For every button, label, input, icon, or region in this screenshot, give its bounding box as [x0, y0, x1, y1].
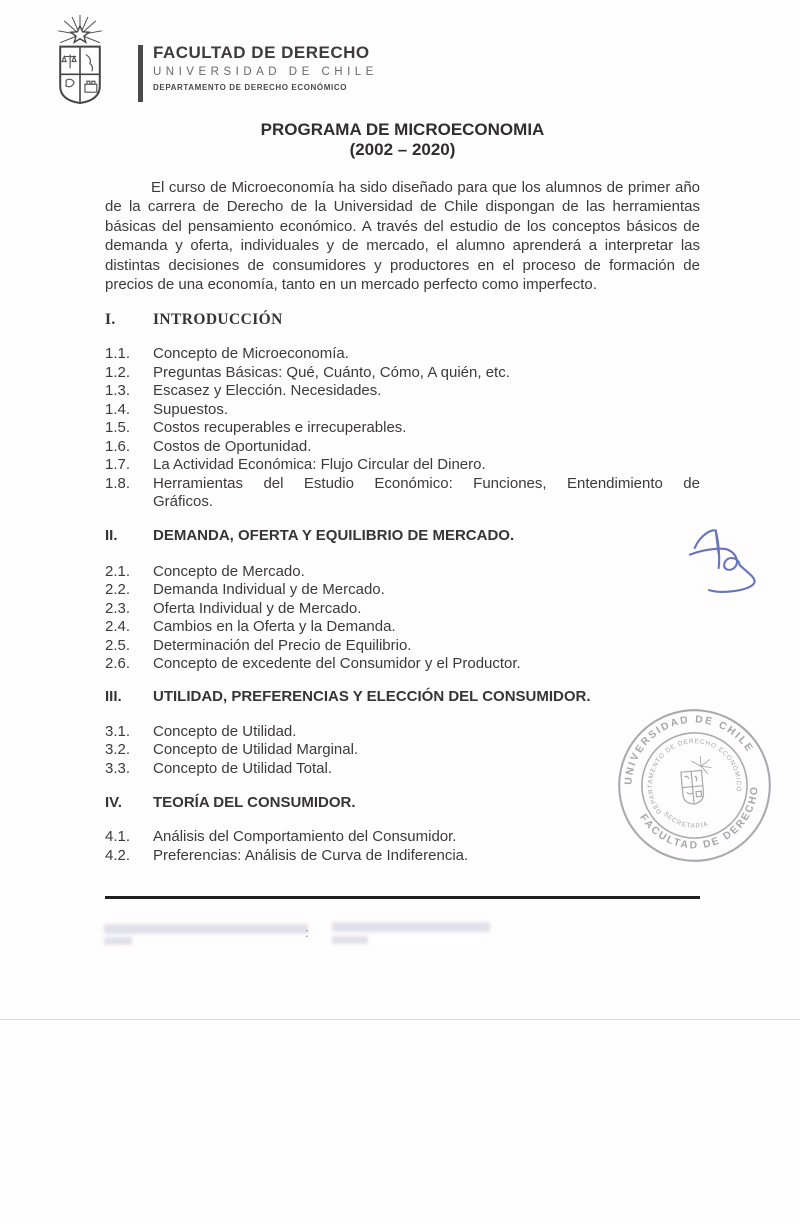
item-text: Costos de Oportunidad.	[153, 437, 312, 455]
item-text: Análisis del Comportamiento del Consumidor.	[153, 828, 457, 846]
list-item	[105, 847, 700, 866]
stamp-text-secretaria: SECRETARIA	[662, 810, 710, 830]
section-4-items	[105, 828, 700, 865]
section-1-items	[105, 345, 700, 512]
list-item	[105, 419, 700, 438]
item-number: 2.3.	[105, 599, 131, 617]
svg-text:SECRETARIA	[661, 801, 709, 838]
letterhead-divider	[138, 45, 143, 102]
stamp-text-department: DEPARTAMENTO DE DERECHO ECONÓMICO	[647, 738, 742, 816]
stamp-center-crest	[680, 755, 715, 805]
item-text-line2: Gráficos.	[153, 493, 214, 511]
footer-illegible-line	[332, 936, 368, 944]
item-number: 1.8.	[105, 474, 131, 492]
item-number: 2.2.	[105, 581, 131, 599]
footer-rule	[105, 896, 700, 899]
item-text: Preguntas Básicas: Qué, Cuánto, Cómo, A quién, etc.	[153, 363, 510, 381]
stamp-text-faculty: FACULTAD DE DERECHO	[637, 784, 761, 852]
item-number: 2.1.	[105, 562, 131, 580]
list-item	[105, 600, 700, 619]
list-item	[105, 618, 700, 637]
title-line2: (2002 – 2020)	[349, 140, 456, 159]
item-number: 2.4.	[105, 618, 131, 636]
stamp-text-university: UNIVERSIDAD DE CHILE	[623, 714, 756, 786]
item-number: 1.2.	[105, 363, 131, 381]
university-crest-logo	[30, 13, 130, 107]
item-number: 1.3.	[105, 382, 131, 400]
list-item	[105, 345, 700, 364]
item-text: Supuestos.	[153, 400, 229, 418]
item-number: 2.6.	[105, 655, 131, 673]
official-stamp	[612, 703, 777, 868]
item-number: 1.4.	[105, 400, 131, 418]
list-item	[105, 401, 700, 420]
item-text: Costos recuperables e irrecuperables.	[153, 419, 407, 437]
section-numeral: IV.	[105, 794, 122, 812]
section-title: DEMANDA, OFERTA Y EQUILIBRIO DE MERCADO.	[153, 526, 515, 544]
item-text-line1: Herramientas del Estudio Económico: Funciones, Entendimiento de	[153, 474, 700, 492]
letterhead-department: DEPARTAMENTO DE DERECHO ECONÓMICO	[153, 83, 348, 92]
item-number: 1.6.	[105, 437, 131, 455]
section-heading-1	[105, 310, 700, 329]
list-item	[105, 828, 700, 847]
section-heading-3	[105, 687, 700, 706]
list-item	[105, 741, 700, 760]
list-item	[105, 475, 700, 512]
item-number: 4.2.	[105, 846, 131, 864]
item-text: Determinación del Precio de Equilibrio.	[153, 636, 412, 654]
scan-page-edge	[0, 1019, 800, 1020]
list-item	[105, 364, 700, 383]
section-heading-4	[105, 793, 700, 812]
footer-colon: :	[305, 925, 309, 940]
section-title: TEORÍA DEL CONSUMIDOR.	[153, 794, 356, 812]
item-number: 3.3.	[105, 759, 131, 777]
section-numeral: II.	[105, 526, 118, 544]
list-item	[105, 655, 700, 674]
footer-illegible-line	[104, 924, 308, 934]
item-text: La Actividad Económica: Flujo Circular del Dinero.	[153, 456, 486, 474]
list-item	[105, 563, 700, 582]
section-title: UTILIDAD, PREFERENCIAS Y ELECCIÓN DEL CONSUMIDOR.	[153, 687, 591, 705]
document-body	[105, 106, 700, 899]
item-text: Oferta Individual y de Mercado.	[153, 599, 362, 617]
footer-illegible-line	[332, 922, 490, 932]
list-item	[105, 438, 700, 457]
item-number: 1.5.	[105, 419, 131, 437]
item-number: 3.2.	[105, 741, 131, 759]
item-text: Demanda Individual y de Mercado.	[153, 581, 385, 599]
section-title: INTRODUCCIÓN	[153, 311, 283, 329]
list-item	[105, 382, 700, 401]
item-text: Concepto de Utilidad Marginal.	[153, 741, 359, 759]
item-number: 1.7.	[105, 456, 131, 474]
item-text: Preferencias: Análisis de Curva de Indiferencia.	[153, 846, 469, 864]
item-number: 4.1.	[105, 828, 131, 846]
list-item	[105, 456, 700, 475]
handwritten-signature	[664, 516, 779, 624]
list-item	[105, 581, 700, 600]
letterhead	[30, 13, 378, 107]
item-text: Cambios en la Oferta y la Demanda.	[153, 618, 396, 636]
intro-paragraph: El curso de Microeconomía ha sido diseñado para que los alumnos de primer año de la carrera de Derecho de la Universidad de Chile dispongan de las herramientas básicas del pensamiento económico. A través del estudio de los conceptos básicos de demanda y oferta, individuales y de mercado, el alumno aprenderá a interpretar las distintas decisiones de consumidores y productores en el proceso de formación de precios de una economía, tanto en un mercado perfecto como imperfecto.	[105, 179, 700, 294]
item-text: Concepto de Utilidad.	[153, 722, 297, 740]
document-title	[105, 120, 700, 160]
footer-illegible-line	[104, 937, 132, 945]
item-text: Concepto de Microeconomía.	[153, 345, 349, 363]
item-text: Escasez y Elección. Necesidades.	[153, 382, 382, 400]
item-text: Concepto de Mercado.	[153, 562, 305, 580]
section-numeral: III.	[105, 687, 122, 705]
letterhead-university: UNIVERSIDAD DE CHILE	[153, 66, 378, 78]
section-heading-2	[105, 526, 700, 545]
title-line1: PROGRAMA DE MICROECONOMIA	[260, 120, 545, 139]
item-text	[153, 475, 700, 512]
item-text: Concepto de Utilidad Total.	[153, 759, 333, 777]
list-item	[105, 723, 700, 742]
section-3-items	[105, 723, 700, 779]
item-number: 1.1.	[105, 345, 131, 363]
list-item	[105, 760, 700, 779]
section-numeral: I.	[105, 311, 116, 329]
letterhead-faculty: FACULTAD DE DERECHO	[153, 43, 370, 62]
item-number: 2.5.	[105, 636, 131, 654]
section-2-items	[105, 563, 700, 674]
item-number: 3.1.	[105, 722, 131, 740]
item-text: Concepto de excedente del Consumidor y el Productor.	[153, 655, 521, 673]
list-item	[105, 637, 700, 656]
